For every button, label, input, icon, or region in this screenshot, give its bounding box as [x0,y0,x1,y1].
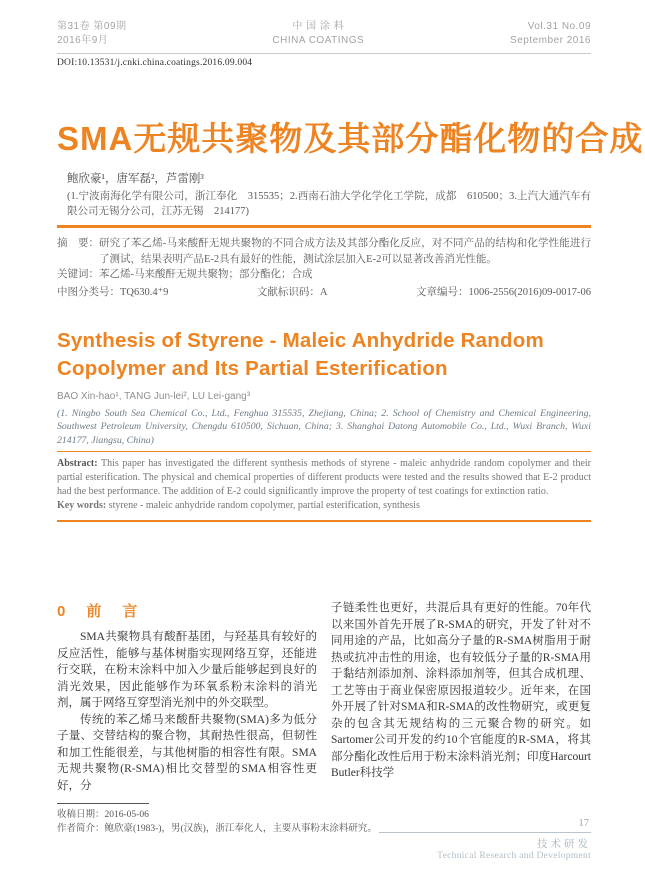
masthead [57,20,591,54]
divider-orange-thin [57,451,591,452]
footer-column-name-en: Technical Research and Development [437,851,591,861]
classification-row [57,284,591,299]
abstract-en-block [57,457,591,498]
divider-orange-thick [57,225,591,228]
keywords-en-text: styrene - maleic anhydride random copolymer, partial esterification, synthesis [108,500,420,512]
issue-cn: 第31卷 第09期 [57,21,127,32]
clc-number: 中图分类号：TQ630.4⁺9 [57,286,169,298]
authors-en: BAO Xin-hao¹, TANG Jun-lei², LU Lei-gang³ [57,390,251,402]
right-column [331,600,591,836]
authors-cn: 鲍欣豪¹，唐军磊²，芦雷刚³ [67,173,204,185]
abstract-cn-label: 摘 要： [57,238,99,249]
footnote-author-bio: 作者简介：鲍欣豪(1983-)，男(汉族)，浙江奉化人，主要从事粉末涂料研究。 [57,824,377,835]
doi-line: DOI:10.13531/j.cnki.china.coatings.2016.09.004 [57,58,253,68]
journal-name-en: CHINA COATINGS [272,35,365,46]
section-heading-intro: 0 前 言 [57,603,141,621]
article-title-cn: SMA无规共聚物及其部分酯化物的合成 [57,120,644,157]
abstract-cn-block [57,236,591,283]
body-paragraph-3: 子链柔性也更好，共混后具有更好的性能。70年代以来国外首先开展了R-SMA的研究，开发了针对不同用途的产品，比如高分子量的R-SMA树脂用于耐热或抗冲击性的用途，也有较低分子量的R-SMA用于黏结剂添加剂、涂料添加剂等，但其合成机理、工艺等由于商业保密原因报道较少。近年来，在国外开展了针对SMA和R-SMA的改性物研究，或更复杂的包含其无规结构的三元聚合物的研究。如Sartomer公司开发的约10个官能度的R-SMA，将其部分酯化改性后用于粉末涂料消光剂；印度Harcourt Butler科技学 [331,602,591,780]
page-footer [379,818,591,861]
abstract-en-label: Abstract: [57,458,98,469]
date-en: September 2016 [510,35,591,46]
keywords-cn-row [57,267,591,283]
abstract-cn-text: 研究了苯乙烯-马来酸酐无规共聚物的不同合成方法及其部分酯化反应，对不同产品的结构和化学性能进行了测试，结果表明产品E-2具有最好的性能，测试涂层加入E-2可以显著改善消光性能。 [99,238,591,265]
footnote-received-date: 收稿日期：2016-05-06 [57,810,149,821]
footer-divider [379,832,591,833]
masthead-issue-en [510,20,591,48]
journal-name-cn: 中 国 涂 料 [292,21,345,32]
issue-en: Vol.31 No.09 [527,21,591,32]
footnote-divider [57,803,149,804]
keywords-en-label: Key words: [57,500,107,512]
document-code: 文献标识码：A [256,286,328,298]
abstract-cn-row [57,236,591,267]
divider-orange-mid [57,520,591,522]
article-id: 文章编号：1006-2556(2016)09-0017-06 [416,286,591,298]
footnote-block [57,803,377,836]
affiliation-en: (1. Ningbo South Sea Chemical Co., Ltd., Fenghua 315535, Zhejiang, China; 2. School of Chemistry and Chemical Engineering, Southwest Petroleum University, Chengdu 610500, Sichuan, China; 3. Shanghai Datong Automobile Co., Ltd., Wuxi Branch, Wuxi 214177, Jiangsu, China) [57,407,591,446]
keywords-en-block [57,499,591,513]
masthead-journal [272,20,364,48]
left-column [57,600,377,836]
body-paragraph-1: SMA共聚物具有酸酐基团，与羟基具有较好的反应活性，能够与基体树脂实现网络互穿，还能进行交联，在粉末涂料中加入少量后能够起到良好的消光效果，因此能够作为环氧系粉末涂料的消光剂，属于网络互穿型消光剂中的外交联型。 [57,631,317,710]
article-title-en: Synthesis of Styrene - Maleic Anhydride Random Copolymer and Its Partial Esterification [57,328,544,380]
body-paragraph-2: 传统的苯乙烯马来酸酐共聚物(SMA)多为低分子量、交替结构的聚合物，其耐热性很高，但韧性和加工性能很差，与其他树脂的相容性有限。SMA无规共聚物(R-SMA)相比交替型的SMA相容性更好，分 [57,713,317,792]
abstract-en-text: This paper has investigated the different synthesis methods of styrene - maleic anhydride random copolymer and their partial esterification. The physical and chemical properties of different products were tested and the results showed that E-2 product had the best performance. The addition of E-2 could significantly improve the property of test coatings for extinction ratio. [57,458,591,497]
date-cn: 2016年9月 [57,35,109,46]
keywords-cn-label: 关键词： [57,269,99,280]
page-number: 17 [578,818,589,829]
body-columns [57,600,591,836]
affiliation-cn: (1.宁波南海化学有限公司，浙江奉化 315535；2.西南石油大学化学化工学院，成都 610500；3.上汽大通汽车有限公司无锡分公司，江苏无锡 214177) [67,191,591,217]
keywords-cn-text: 苯乙烯-马来酸酐无规共聚物；部分酯化；合成 [99,269,313,280]
footer-column-name-cn: 技术研发 [537,839,591,850]
masthead-issue-cn [57,20,127,48]
